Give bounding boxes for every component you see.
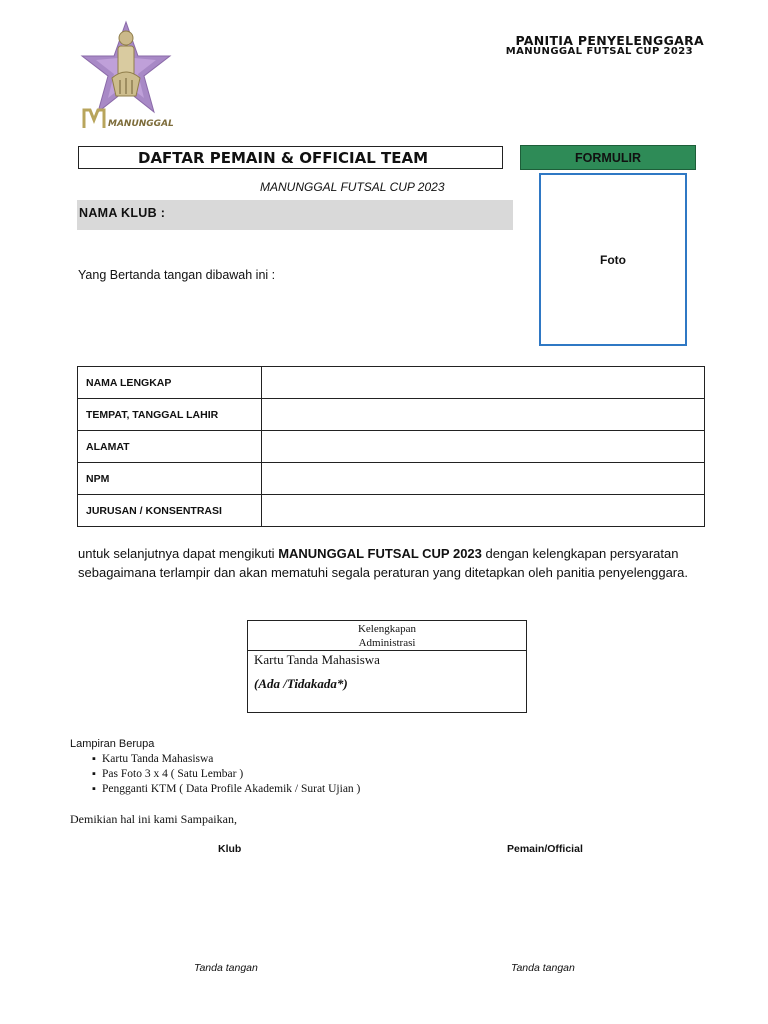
table-row <box>78 431 705 463</box>
formulir-badge <box>520 145 696 170</box>
list-item: ▪ Pas Foto 3 x 4 ( Satu Lembar ) <box>92 767 360 782</box>
organizer-title: PANITIA PENYELENGGARA <box>515 33 704 48</box>
event-subtitle: MANUNGGAL FUTSAL CUP 2023 <box>260 180 445 194</box>
row-label-birth: TEMPAT, TANGGAL LAHIR <box>78 399 262 431</box>
row-label-address: ALAMAT <box>78 431 262 463</box>
signature-club-title: Klub <box>218 843 242 855</box>
organizer-event: MANUNGGAL FUTSAL CUP 2023 <box>505 46 693 57</box>
admin-status-option[interactable]: (Ada /Tidakada*) <box>254 676 348 691</box>
signature-club-line: Tanda tangan <box>194 962 258 974</box>
attachments-list <box>92 752 360 797</box>
row-label-full-name: NAMA LENGKAP <box>78 367 262 399</box>
npm-field[interactable] <box>262 463 705 495</box>
major-field[interactable] <box>262 495 705 527</box>
signature-player-line: Tanda tangan <box>511 962 575 974</box>
svg-text:MANUNGGAL: MANUNGGAL <box>108 119 174 129</box>
signature-player-title: Pemain/Official <box>507 843 583 855</box>
address-field[interactable] <box>262 431 705 463</box>
admin-requirements-box <box>247 620 527 713</box>
admin-header <box>248 621 526 651</box>
formulir-label: FORMULIR <box>575 150 641 165</box>
closing-text: Demikian hal ini kami Sampaikan, <box>70 812 237 826</box>
table-row <box>78 399 705 431</box>
attachments-title: Lampiran Berupa <box>70 738 155 750</box>
photo-label: Foto <box>600 252 626 267</box>
table-row <box>78 463 705 495</box>
statement-suffix: dengan kelengkapan persyaratan sebagaimana terlampir dan akan mematuhi segala peraturan yang ditetapkan oleh panitia penyelenggara. <box>78 546 688 580</box>
photo-placeholder <box>539 173 687 346</box>
table-row <box>78 367 705 399</box>
row-label-npm: NPM <box>78 463 262 495</box>
list-item: ▪ Kartu Tanda Mahasiswa <box>92 752 360 767</box>
table-row <box>78 495 705 527</box>
statement-prefix: untuk selanjutnya dapat mengikuti <box>78 546 279 561</box>
biodata-table <box>77 366 705 527</box>
statement-paragraph <box>78 544 718 582</box>
list-item: ▪ Pengganti KTM ( Data Profile Akademik / Surat Ujian ) <box>92 782 360 797</box>
admin-header-line2: Administrasi <box>358 637 416 649</box>
row-label-major: JURUSAN / KONSENTRASI <box>78 495 262 527</box>
admin-header-line1: Kelengkapan <box>357 623 417 635</box>
club-name-label: NAMA KLUB : <box>79 206 166 220</box>
manunggal-logo <box>78 16 174 134</box>
intro-text: Yang Bertanda tangan dibawah ini : <box>78 268 276 282</box>
birth-place-date-field[interactable] <box>262 399 705 431</box>
admin-item: Kartu Tanda Mahasiswa <box>254 652 380 667</box>
full-name-field[interactable] <box>262 367 705 399</box>
statement-event: MANUNGGAL FUTSAL CUP 2023 <box>278 546 482 561</box>
document-title: DAFTAR PEMAIN & OFFICIAL TEAM <box>138 149 429 167</box>
